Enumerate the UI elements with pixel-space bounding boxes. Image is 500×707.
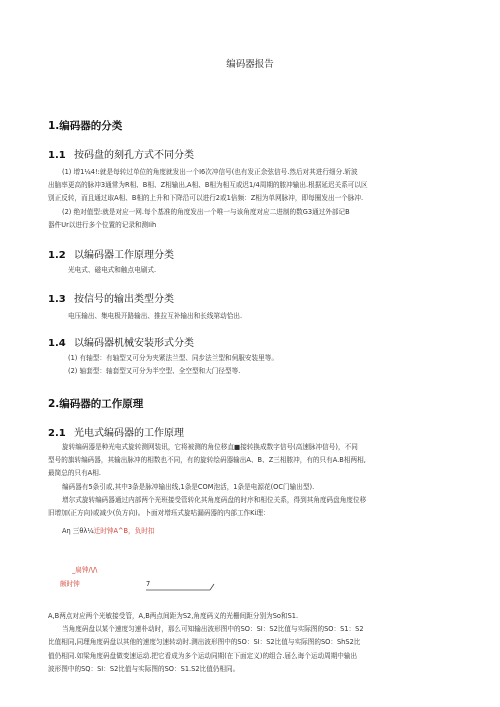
subsection-2-1-body — [48, 441, 456, 520]
paragraph-line: (1) 有轴型：有轴型又可分为夹紧法兰型、同步法兰型和伺服安装里等。 — [68, 354, 278, 362]
diagram-slash — [210, 584, 214, 590]
paragraph-line: 型号的旗转编码器，其输出脉冲的相数也不同，有的旋转绘码器输出A、B、Z三相脓冲，有的只有A.B相两相, — [48, 456, 366, 465]
formula-red-text: 迁时钟A^B，负时扣 — [93, 527, 155, 535]
paragraph-line: 编码器有5条引或,其中3条是脉冲输出线,1条是COM泡活，1条是电源花(OC门输出型). — [62, 482, 315, 491]
diagram-number-label: 7 — [146, 580, 151, 588]
paragraph-line: 旧增加(正方向)或减少(负方向)。卜面对增珏式旋咕漏码器的内部工作Ki理： — [48, 509, 270, 518]
paragraph-line: 当角度码盘以某个速度匀速朴动时，那么可知输出波形图中的SO：SI：S2比值与实际图的SO：S1：S2 — [62, 625, 364, 634]
section-2-heading: 2.编码器的工作原理 — [48, 398, 144, 410]
paragraph-line: 增尔式旋转编码器通过内部两个光班接受管转化其角度码盘的时序和相位关系，得到其角度码盘角度位移 — [62, 495, 367, 504]
section-1-heading: 1.编码器的分类 — [48, 120, 123, 132]
subsection-number: 1.1 — [48, 150, 66, 161]
paragraph-line: A,B两点对应两个光敏接受管，A,B两点间距为S2,角度码义的光栅间距分别为So和S1. — [48, 612, 299, 620]
formula-prefix: Aη 三θλ¼ — [62, 527, 94, 535]
subsection-label: 以编码器工作原理分类 — [74, 250, 174, 261]
subsection-1-3-heading — [48, 290, 174, 305]
diagram-clockwise-label: _扁钟/\/\ — [72, 566, 98, 574]
paragraph-line: (2) 绝对值型:就是对应一网.每个基准的角度发出一个唯一与该角度对应二进制的数G3通过外部记B — [62, 207, 350, 216]
paragraph-line: 最简总的只有A相. — [48, 469, 101, 478]
subsection-1-4-body — [48, 352, 456, 378]
paragraph-line: 别正反转，而且通过取A相、B相的上升和下降沿可以进行2或1倍频：Z相为单网脉冲，即每圈发出一个脉冲. — [48, 194, 364, 203]
paragraph-line: 波形图中的SQ：SI：S2比值与实际图的SO：S1.S2比值仍相同。 — [48, 664, 240, 673]
subsection-2-1-after-body — [48, 610, 456, 676]
subsection-number: 2.1 — [48, 428, 66, 439]
paragraph-line: 旋转编码器是种光电式旋转测网装讯，它将被测的角位移直■接转换成数字信号(高速脉冲信号)，不同 — [62, 443, 358, 451]
subsection-label: 按码盘的刻孔方式不同分类 — [74, 150, 194, 161]
subsection-label: 以编码器机械安装形式分类 — [74, 338, 194, 349]
subsection-1-3-body — [48, 310, 456, 323]
subsection-number: 1.3 — [48, 294, 66, 305]
paragraph-line: (1) 增1¼4!:就是每转过单位的角度就发出一个I6次冲信号(也有发正余弦信号.然后对其进行细分.斩波 — [62, 168, 358, 176]
subsection-number: 1.4 — [48, 338, 66, 349]
subsection-2-1-heading — [48, 424, 184, 439]
subsection-1-1-body — [48, 166, 456, 232]
paragraph-line: 光电式、磁电式和触点电刷式. — [68, 266, 157, 274]
paragraph-line: 值仍相同.如梁角度码盘做变速运动.把它看成为多个运动同期(在下面定义)的组合.届么诲个运动周期中输出 — [48, 651, 358, 660]
diagram-counter-label: 颇时钟 — [60, 580, 80, 588]
paragraph-line: 器件Ur以进行多个位置的记录和测Iih — [48, 220, 157, 229]
subsection-label: 按信号的输出类型分类 — [74, 294, 174, 305]
report-title: 编码器报告 — [226, 59, 274, 70]
waveform-diagram — [60, 550, 230, 608]
paragraph-line: 比值相同,同理角度码盘以其他的速度匀速转动时.测出波形图中的SO：SI：S2比值与实际图的SO：ShS2比 — [48, 638, 361, 647]
subsection-1-1-heading — [48, 146, 194, 161]
paragraph-line: 电压输出、集电极开路输出、推拉互补输出和长线第动恰出. — [68, 312, 243, 320]
paragraph-line: 出脑率更高的脉冲3通常为R相、B相、Z相输出,A相、B相为相互或迟1/4周期的脓冲输出.根据延迟关系可以区 — [48, 181, 368, 190]
subsection-1-2-heading — [48, 246, 174, 261]
formula-line — [62, 525, 154, 535]
diagram-lines — [60, 550, 230, 608]
paragraph-line: (2) 轴套型：轴套型又可分为半空型、全空型和大门径型等. — [68, 367, 241, 376]
subsection-number: 1.2 — [48, 250, 66, 261]
subsection-1-2-body — [48, 264, 456, 277]
subsection-1-4-heading — [48, 334, 194, 349]
subsection-label: 光电式编码器的工作原理 — [74, 428, 184, 439]
